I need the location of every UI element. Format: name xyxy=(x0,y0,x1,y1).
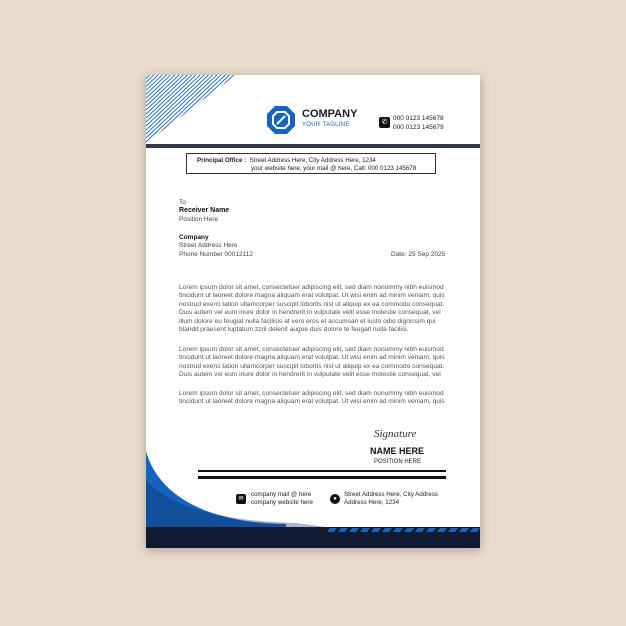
company-tagline: YOUR TAGLINE xyxy=(302,122,350,128)
office-contact: your website here, your mail @ here, Call: 000 0123 145678 xyxy=(251,165,417,172)
receiver-name: Receiver Name xyxy=(179,207,230,214)
body-line: Duis autem vel eum iriure dolor in hendrerit in vulputate velit esse molestie consequat, vel xyxy=(179,309,441,317)
body-line: illum dolore eu feugiat nulla facilisis at vero eros et accumsan et iusto odio dignissim qui xyxy=(179,317,436,325)
signatory-name: NAME HERE xyxy=(370,446,425,456)
signature-divider-thick xyxy=(198,476,446,479)
body-line: nostrud exerci tation ullamcorper suscipit lobortis nisl ut aliquip ex ea commodo consequat. xyxy=(179,300,445,308)
footer-address-line-1: Street Address Here, City Address xyxy=(344,491,438,498)
letterhead-page xyxy=(146,75,480,548)
body-line: blandit praesent luptatum zzril delenit augue duis dolore te feugait nulla facilisi. xyxy=(179,326,409,334)
sender-phone: Phone Number 00012112 xyxy=(179,251,253,258)
body-line: tincidunt ut laoreet dolore magna aliquam erat volutpat. Ut wisi enim ad minim veniam, quis xyxy=(179,398,445,406)
footer-website: company website here xyxy=(251,499,313,506)
office-address: Street Address Here, City Address Here, 1234 xyxy=(249,157,376,164)
body-line: tincidunt ut laoreet dolore magna aliquam erat volutpat. Ut wisi enim ad minim veniam, quis xyxy=(179,292,445,300)
signatory-position: POSITION HERE xyxy=(374,459,422,465)
letter-date: Date: 25 Sep 2025 xyxy=(391,251,446,258)
phone-number-2: 000 0123 145679 xyxy=(393,124,444,131)
location-icon: ● xyxy=(330,494,340,504)
signature-divider-thin xyxy=(198,470,446,472)
phone-icon: ✆ xyxy=(379,117,390,128)
phone-number-1: 000 0123 145678 xyxy=(393,115,444,122)
company-name: COMPANY xyxy=(302,108,358,120)
receiver-position: Position Here xyxy=(179,216,219,223)
body-line: nostrud exerci tation ullamcorper suscipit lobortis nisl ut aliquip ex ea commodo consequat. xyxy=(179,362,445,370)
body-line: Lorem ipsum dolor sit amet, consectetuer adipiscing elit, sed diam nonummy nibh euismod xyxy=(179,390,444,397)
footer-address-line-2: Address Here, 1234 xyxy=(344,499,400,506)
footer-contact xyxy=(251,491,313,507)
sender-company: Company xyxy=(179,234,209,241)
body-line: tincidunt ut laoreet dolore magna aliquam erat volutpat. Ut wisi enim ad minim veniam, quis xyxy=(179,354,445,362)
body-line: Lorem ipsum dolor sit amet, consectetuer adipiscing elit, sed diam nonummy nibh euismod xyxy=(179,346,444,353)
body-line: Duis autem vel eum iriure dolor in hendrerit in vulputate velit esse molestie consequat, vel xyxy=(179,371,441,379)
body-line: Lorem ipsum dolor sit amet, consectetuer adipiscing elit, sed diam nonummy nibh euismod xyxy=(179,284,444,291)
to-label: To xyxy=(179,199,186,206)
mail-icon: ✉ xyxy=(236,494,246,504)
footer-address xyxy=(344,491,438,507)
office-label: Principal Office : xyxy=(197,157,247,164)
footer-mail: company mail @ here xyxy=(251,491,312,498)
sender-address: Street Address Here xyxy=(179,242,238,249)
signature-script: Signature xyxy=(374,428,417,440)
